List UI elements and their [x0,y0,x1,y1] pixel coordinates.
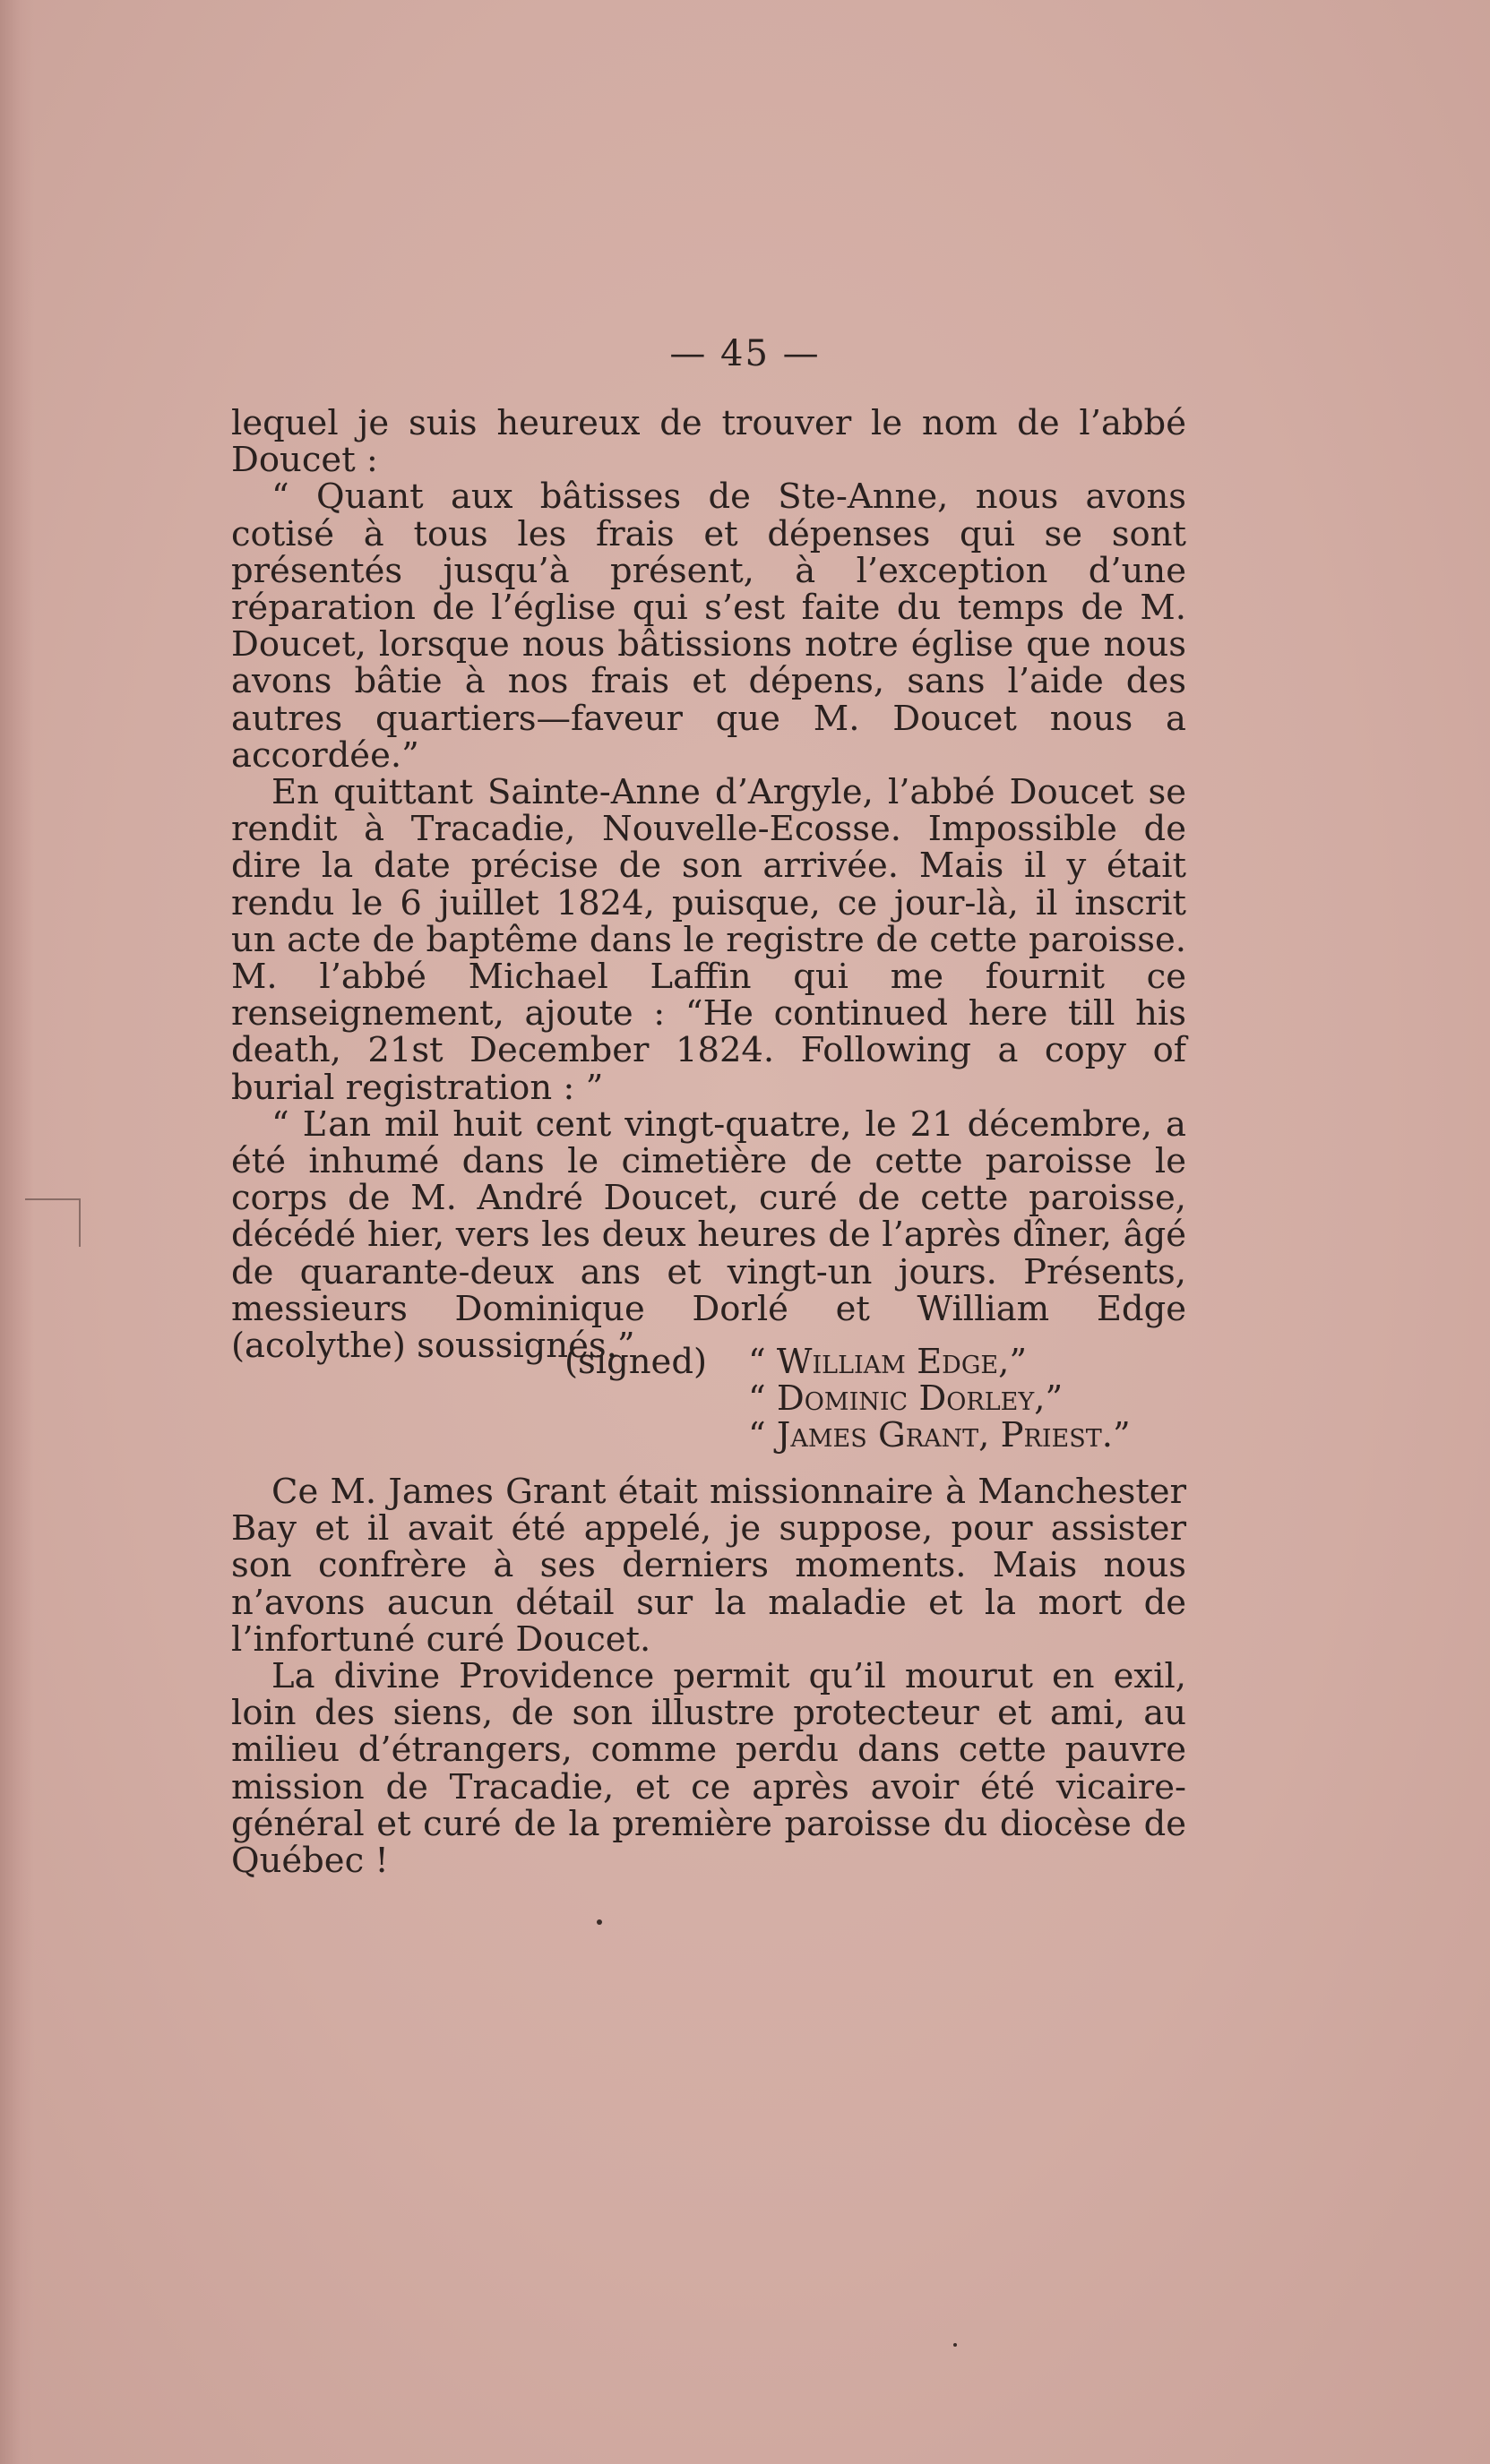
paragraph: “ L’an mil huit cent vingt-quatre, le 21 décembre, a été inhumé dans le cimetière de cette paroisse le corps de M. André Doucet, curé de cette paroisse, décédé hier, vers les deux heures de l’après dîner, âgé de quarante-deux ans et vingt-un jours. Présents, messieurs Dominique Dorlé et William Edge (acolythe) soussignés.” [231,1103,1186,1367]
body-text-top [231,403,1186,1367]
paragraph: La divine Providence permit qu’il mourut en exil, loin des siens, de son illustre protecteur et ami, au milieu d’étrangers, comme perdu dans cette pauvre mission de Tracadie, et ce après avoir été vicaire-général et curé de la première paroisse du diocèse de Québec ! [231,1656,1186,1882]
signatory-list [748,1344,1131,1454]
signatory-name: “ William Edge,” [748,1342,1028,1382]
paragraph: En quittant Sainte-Anne d’Argyle, l’abbé Doucet se rendit à Tracadie, Nouvelle-Ecosse. Impossible de dire la date précise de son arrivée. Mais il y était rendu le 6 juillet 1824, puisque, ce jour-là, il inscrit un acte de baptême dans le registre de cette paroisse. M. l’abbé Michael Laffin qui me fournit ce renseignement, ajoute : “He continued here till his death, 21st December 1824. Following a copy of burial registration : ” [231,772,1186,1108]
signatory-name: “ Dominic Dorley,” [748,1378,1064,1419]
paragraph: Ce M. James Grant était missionnaire à Manchester Bay et il avait été appelé, je suppose, pour assister son confrère à ses derniers moments. Mais nous n’avons aucun détail sur la maladie et la mort de l’infortuné curé Doucet. [231,1472,1186,1660]
page-number: — 45 — [669,333,821,374]
ink-speck [597,1919,602,1925]
margin-mark [25,1198,81,1247]
ink-speck [953,2343,957,2347]
body-text-bottom [231,1472,1186,1882]
signed-label: (signed) [564,1342,707,1382]
paragraph: “ Quant aux bâtisses de Ste-Anne, nous avons cotisé à tous les frais et dépenses qui se sont présentés jusqu’à présent, à l’exception d’une réparation de l’église qui s’est faite du temps de M. Doucet, lorsque nous bâtissions notre église que nous avons bâtie à nos frais et dépens, sans l’aide des autres quartiers—faveur que M. Doucet nous a accordée.” [231,476,1186,776]
paragraph: lequel je suis heureux de trouver le nom de l’abbé Doucet : [231,403,1186,481]
signatory-name: “ James Grant, Priest.” [748,1415,1131,1455]
